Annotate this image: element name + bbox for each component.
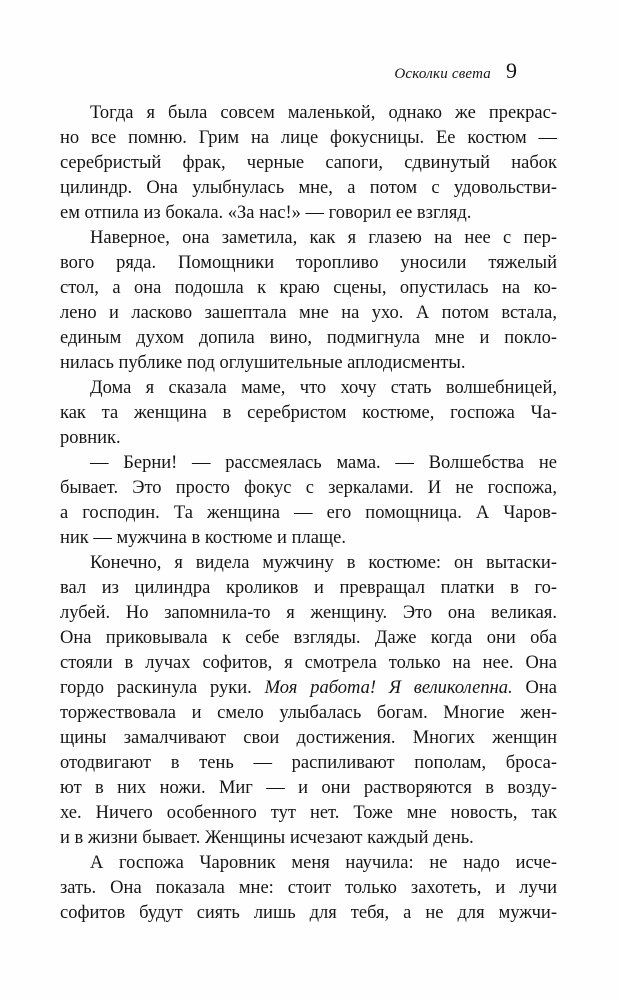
text-line: А госпожа Чаровник меня научила: не надо исче- <box>90 853 557 873</box>
text-line: зать. Она показала мне: стоит только захотеть, и лучи <box>60 878 557 898</box>
text-line: лубей. Но запомнила-то я женщину. Это она великая. <box>60 603 557 623</box>
page-body <box>60 101 557 926</box>
text-line: торжествовала и смело улыбалась богам. Многие жен- <box>60 703 557 723</box>
text-line: Конечно, я видела мужчину в костюме: он вытаски- <box>90 553 557 573</box>
text-line: но все помню. Грим на лице фокусницы. Ее костюм — <box>60 128 557 148</box>
text-line: стол, а она подошла к краю сцены, опустилась на ко- <box>60 278 557 298</box>
text-line: вого ряда. Помощники торопливо уносили тяжелый <box>60 253 557 273</box>
text-line: бывает. Это просто фокус с зеркалами. И не госпожа, <box>60 478 557 498</box>
text-line: нилась публике под оглушительные аплодисменты. <box>60 353 466 373</box>
text-line: Наверное, она заметила, как я глазею на нее с пер- <box>90 228 557 248</box>
text-line: и в жизни бывает. Женщины исчезают каждый день. <box>60 828 474 848</box>
text-line: софитов будут сиять лишь для тебя, а не для мужчи- <box>60 903 557 923</box>
text-line: хе. Ничего особенного тут нет. Тоже мне новость, так <box>60 803 557 823</box>
text-line: серебристый фрак, черные сапоги, сдвинутый набок <box>60 153 557 173</box>
text-line: отодвигают в тень — распиливают пополам, броса- <box>60 753 557 773</box>
paragraph <box>60 101 557 226</box>
text-line: гордо раскинула руки. Моя работа! Я великолепна. Она <box>60 678 557 698</box>
text-line: — Берни! — рассмеялась мама. — Волшебства не <box>90 453 557 473</box>
text-line: лено и ласково зашептала мне на ухо. А потом встала, <box>60 303 557 323</box>
text-line: ем отпила из бокала. «За нас!» — говорил ее взгляд. <box>60 203 472 223</box>
page-number: 9 <box>506 58 517 83</box>
paragraph <box>60 226 557 376</box>
running-title: Осколки света <box>394 66 491 82</box>
text-line: единым духом допила вино, подмигнула мне и покло- <box>60 328 557 348</box>
text-line: ровник. <box>60 428 121 448</box>
paragraph <box>60 851 557 926</box>
text-line: Дома я сказала маме, что хочу стать волшебницей, <box>90 378 557 398</box>
text-line: а господин. Та женщина — его помощница. А Чаров- <box>60 503 557 523</box>
paragraph <box>60 551 557 851</box>
text-line: вал из цилиндра кроликов и превращал платки в го- <box>60 578 557 598</box>
text-line: как та женщина в серебристом костюме, госпожа Ча- <box>60 403 557 423</box>
text-line: ник — мужчина в костюме и плаще. <box>60 528 347 548</box>
text-line: ют в них ножи. Миг — и они растворяются в возду- <box>60 778 557 798</box>
text-line: стояли в лучах софитов, я смотрела только на нее. Она <box>60 653 557 673</box>
text-line: щины замалчивают свои достижения. Многих женщин <box>60 728 557 748</box>
text-line: Она приковывала к себе взгляды. Даже когда они оба <box>60 628 557 648</box>
paragraph <box>60 376 557 451</box>
text-line: цилиндр. Она улыбнулась мне, а потом с удовольстви- <box>60 178 557 198</box>
paragraph <box>60 451 557 551</box>
page-header <box>60 58 557 84</box>
text-line: Тогда я была совсем маленькой, однако же прекрас- <box>90 103 557 123</box>
